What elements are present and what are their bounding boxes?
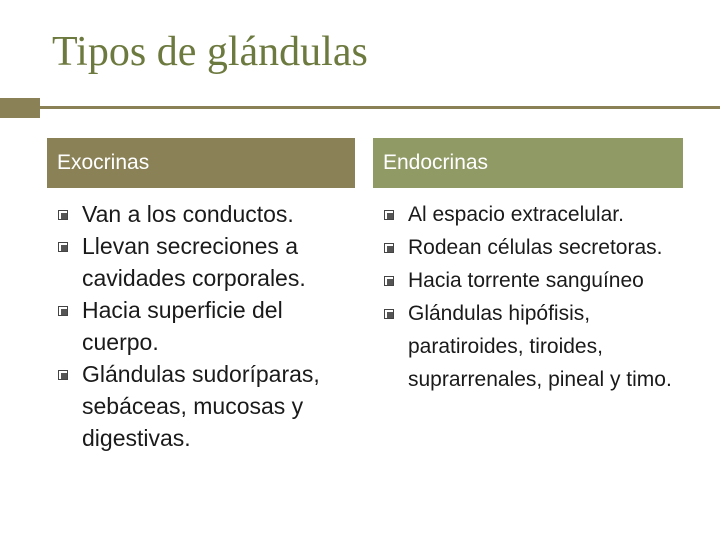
list-item [378, 297, 678, 396]
list-item [52, 294, 360, 358]
checkbox-bullet-icon [58, 370, 68, 380]
endocrinas-header: Endocrinas [373, 138, 683, 188]
list-item [52, 198, 360, 230]
checkbox-bullet-icon [384, 210, 394, 220]
list-item-text: Al espacio extracelular. [408, 203, 624, 226]
title-rule-line [40, 106, 720, 109]
checkbox-bullet-icon [384, 243, 394, 253]
list-item-text: Glándulas sudoríparas, sebáceas, mucosas y digestivas. [82, 361, 320, 451]
exocrinas-list [52, 198, 360, 454]
checkbox-bullet-icon [58, 306, 68, 316]
endocrinas-list [378, 198, 678, 396]
list-item-text: Hacia torrente sanguíneo [408, 269, 644, 292]
slide-title: Tipos de glándulas [52, 29, 368, 75]
checkbox-bullet-icon [384, 309, 394, 319]
list-item [378, 198, 678, 231]
checkbox-bullet-icon [58, 210, 68, 220]
list-item [52, 358, 360, 454]
list-item-text: Hacia superficie del cuerpo. [82, 297, 283, 355]
list-item [378, 264, 678, 297]
checkbox-bullet-icon [58, 242, 68, 252]
list-item-text: Llevan secreciones a cavidades corporales. [82, 233, 306, 291]
title-rule-block [0, 98, 40, 118]
list-item [52, 230, 360, 294]
list-item [378, 231, 678, 264]
list-item-text: Glándulas hipófisis, paratiroides, tiroides, suprarrenales, pineal y timo. [408, 302, 672, 391]
exocrinas-header: Exocrinas [47, 138, 355, 188]
list-item-text: Rodean células secretoras. [408, 236, 663, 259]
checkbox-bullet-icon [384, 276, 394, 286]
list-item-text: Van a los conductos. [82, 201, 294, 227]
